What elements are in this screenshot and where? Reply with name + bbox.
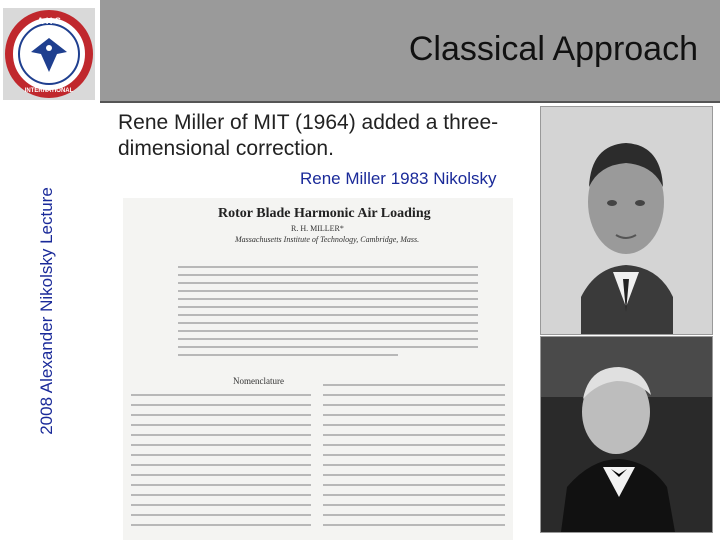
nomenclature-line (131, 404, 311, 406)
abstract-line (178, 338, 478, 340)
nomenclature-line (131, 494, 311, 496)
abstract-line (178, 298, 478, 300)
nomenclature-line (131, 424, 311, 426)
nomenclature-line (323, 424, 505, 426)
nomenclature-line (323, 384, 505, 386)
nomenclature-line (131, 444, 311, 446)
rene-miller-portrait-photo (540, 106, 713, 335)
photo-caption: Rene Miller 1983 Nikolsky (300, 169, 497, 188)
abstract-line (178, 330, 478, 332)
nomenclature-line (323, 434, 505, 436)
abstract-line (178, 290, 478, 292)
sidebar (0, 0, 100, 540)
nomenclature-line (323, 394, 505, 396)
slide-title: Classical Approach (408, 30, 698, 68)
abstract-line (178, 346, 478, 348)
nomenclature-heading: Nomenclature (233, 376, 284, 386)
abstract-line (178, 274, 478, 276)
portrait-silhouette (541, 337, 712, 532)
nomenclature-line (131, 504, 311, 506)
nomenclature-line (131, 434, 311, 436)
nomenclature-line (323, 444, 505, 446)
nomenclature-line (323, 414, 505, 416)
svg-text:INTERNATIONAL: INTERNATIONAL (24, 88, 74, 94)
slide-header (100, 0, 720, 101)
nomenclature-line (323, 504, 505, 506)
nomenclature-line (131, 464, 311, 466)
nomenclature-line (131, 454, 311, 456)
nomenclature-line (323, 454, 505, 456)
nomenclature-line (323, 524, 505, 526)
nomenclature-line (131, 474, 311, 476)
nomenclature-line (131, 524, 311, 526)
abstract-line (178, 266, 478, 268)
intro-text: Rene Miller of MIT (1964) added a three-dimensional correction. (118, 111, 499, 160)
header-divider (100, 101, 720, 103)
nomenclature-line (323, 404, 505, 406)
abstract-line (178, 306, 478, 308)
nomenclature-line (131, 484, 311, 486)
abstract-line (178, 322, 478, 324)
paper-excerpt-image (123, 198, 513, 540)
paper-affiliation: Massachusetts Institute of Technology, Cambridge, Mass. (235, 235, 420, 244)
ahs-international-logo-icon (3, 8, 95, 100)
nomenclature-line (323, 474, 505, 476)
rene-miller-1983-photo (540, 336, 713, 533)
paper-title: Rotor Blade Harmonic Air Loading (218, 206, 431, 221)
portrait-silhouette (541, 107, 712, 334)
lecture-vertical-label: 2008 Alexander Nikolsky Lecture (37, 187, 56, 435)
abstract-line (178, 282, 478, 284)
abstract-line (178, 314, 478, 316)
nomenclature-line (131, 514, 311, 516)
nomenclature-line (323, 514, 505, 516)
nomenclature-line (131, 414, 311, 416)
nomenclature-line (323, 464, 505, 466)
nomenclature-line (323, 494, 505, 496)
logo-box (3, 8, 95, 100)
svg-text:A H S: A H S (37, 16, 61, 26)
nomenclature-line (323, 484, 505, 486)
paper-author: R. H. MILLER* (291, 224, 344, 233)
abstract-line (178, 354, 398, 356)
nomenclature-line (131, 394, 311, 396)
